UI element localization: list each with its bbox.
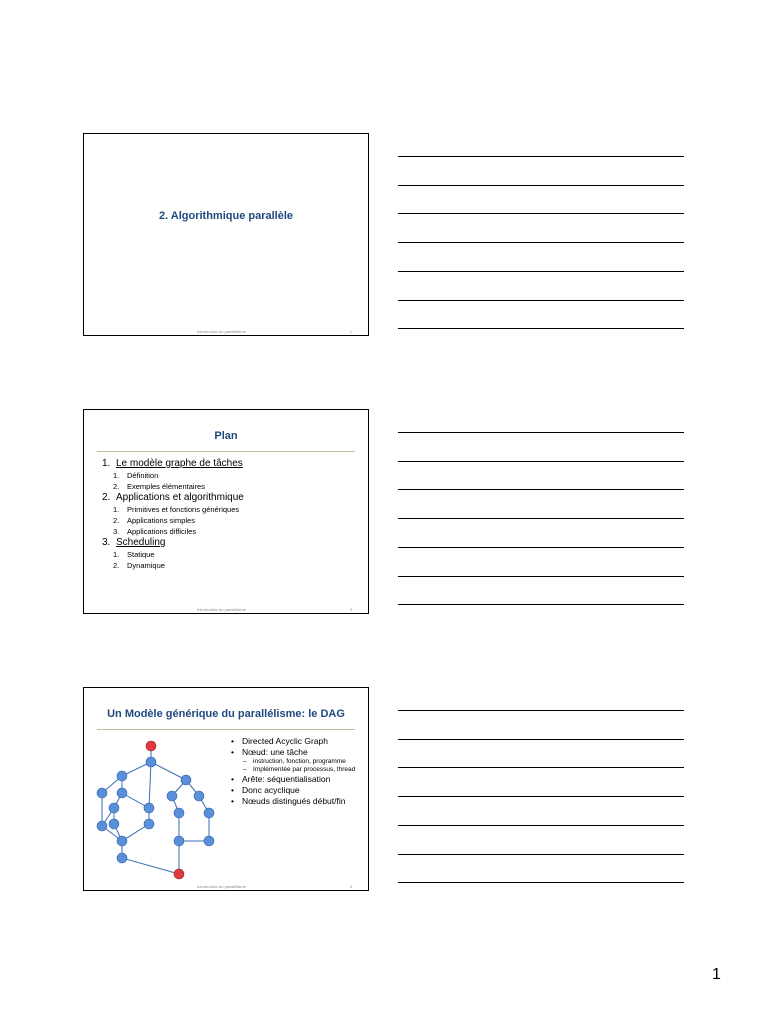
- note-line: [398, 518, 684, 519]
- plan-subitem-number: 1.: [113, 550, 120, 559]
- dag-node: [204, 808, 214, 818]
- slide-3-footer-text: Introduction au parallélisme: [197, 884, 246, 889]
- dag-node: [109, 819, 119, 829]
- plan-item-2: [102, 492, 352, 504]
- plan-subitem: [102, 515, 352, 526]
- plan-item-number: 3.: [102, 537, 111, 548]
- dag-node: [117, 788, 127, 798]
- note-line: [398, 854, 684, 855]
- sub-bullet-item: – Implémentée par processus, thread: [231, 766, 366, 774]
- plan-subitem: [102, 470, 352, 481]
- note-line: [398, 604, 684, 605]
- slide-1-footer-text: Introduction au parallélisme: [197, 329, 246, 334]
- dag-node: [194, 791, 204, 801]
- plan-subitem-number: 2.: [113, 482, 120, 491]
- bullet-item: • Nœuds distingués début/fin: [231, 796, 366, 807]
- sub-bullet-item: – instruction, fonction, programme: [231, 758, 366, 766]
- dag-node: [109, 803, 119, 813]
- dag-nodes: [97, 741, 214, 879]
- note-line: [398, 796, 684, 797]
- dag-node: [146, 757, 156, 767]
- page-number: 1: [712, 966, 721, 983]
- slide-1-title: 2. Algorithmique parallèle: [158, 210, 294, 222]
- slide-2-footer-text: Introduction au parallélisme: [197, 607, 246, 612]
- plan-subitem: [102, 481, 352, 492]
- note-line: [398, 767, 684, 768]
- dag-edge: [149, 762, 151, 808]
- dag-bullets: [231, 736, 366, 807]
- plan-subitem-number: 1.: [113, 471, 120, 480]
- note-line: [398, 489, 684, 490]
- dag-node: [144, 803, 154, 813]
- note-line: [398, 242, 684, 243]
- plan-subitem: [102, 549, 352, 560]
- slide-2-title-rule: [97, 451, 355, 452]
- note-line: [398, 882, 684, 883]
- note-line: [398, 432, 684, 433]
- plan-subitem-label: Applications difficiles: [127, 527, 197, 536]
- plan-item-number: 1.: [102, 458, 111, 469]
- dag-node: [181, 775, 191, 785]
- bullet-item: • Directed Acyclic Graph: [231, 736, 366, 747]
- plan-item-number: 2.: [102, 492, 111, 503]
- dag-node: [97, 788, 107, 798]
- bullet-item: • Arête: séquentialisation: [231, 774, 366, 785]
- slide-3-title: Un Modèle générique du parallélisme: le DAG: [107, 708, 345, 720]
- plan-subitem-number: 2.: [113, 516, 120, 525]
- dag-node: [167, 791, 177, 801]
- dag-node: [174, 836, 184, 846]
- plan-item-label: Scheduling: [116, 537, 166, 548]
- note-line: [398, 739, 684, 740]
- note-line: [398, 547, 684, 548]
- note-line: [398, 710, 684, 711]
- dag-terminal-node: [146, 741, 156, 751]
- slide-2: [83, 409, 369, 614]
- note-line: [398, 271, 684, 272]
- dag-node: [97, 821, 107, 831]
- note-line: [398, 328, 684, 329]
- plan-item-label: Le modèle graphe de tâches: [116, 458, 243, 469]
- dag-node: [144, 819, 154, 829]
- plan-subitem-label: Statique: [127, 550, 155, 559]
- slide-3-number: 3: [349, 884, 352, 889]
- dag-node: [174, 808, 184, 818]
- plan-subitem-label: Exemples élémentaires: [127, 482, 205, 491]
- plan-item-label: Applications et algorithmique: [116, 492, 244, 503]
- plan-subitem-label: Applications simples: [127, 516, 195, 525]
- plan-subitem-label: Définition: [127, 471, 159, 480]
- slide-3: [83, 687, 369, 891]
- dag-edge: [151, 762, 186, 780]
- slide-1: [83, 133, 369, 336]
- note-line: [398, 825, 684, 826]
- plan-item-1: [102, 458, 352, 470]
- dag-node: [117, 771, 127, 781]
- plan-subitem: [102, 504, 352, 515]
- plan-subitem-number: 2.: [113, 561, 120, 570]
- note-line: [398, 185, 684, 186]
- note-line: [398, 461, 684, 462]
- plan-subitem: [102, 560, 352, 571]
- dag-edge: [122, 858, 179, 874]
- plan-subitem: [102, 526, 352, 537]
- note-line: [398, 156, 684, 157]
- dag-node: [117, 836, 127, 846]
- note-line: [398, 213, 684, 214]
- note-line: [398, 576, 684, 577]
- plan-subitem-number: 1.: [113, 505, 120, 514]
- dag-terminal-node: [174, 869, 184, 879]
- plan-subitem-label: Dynamique: [127, 561, 165, 570]
- plan-subitem-number: 3.: [113, 527, 120, 536]
- slide-2-number: 2: [349, 607, 352, 612]
- plan-list: [102, 458, 352, 571]
- slide-1-number: 1: [349, 329, 352, 334]
- dag-diagram: [94, 738, 224, 880]
- note-line: [398, 300, 684, 301]
- dag-node: [117, 853, 127, 863]
- slide-2-title: Plan: [214, 430, 238, 442]
- bullet-item: • Donc acyclique: [231, 785, 366, 796]
- plan-item-3: [102, 537, 352, 549]
- slide-3-title-rule: [97, 729, 355, 730]
- bullet-item: • Nœud: une tâche: [231, 747, 366, 758]
- plan-subitem-label: Primitives et fonctions génériques: [127, 505, 240, 514]
- dag-node: [204, 836, 214, 846]
